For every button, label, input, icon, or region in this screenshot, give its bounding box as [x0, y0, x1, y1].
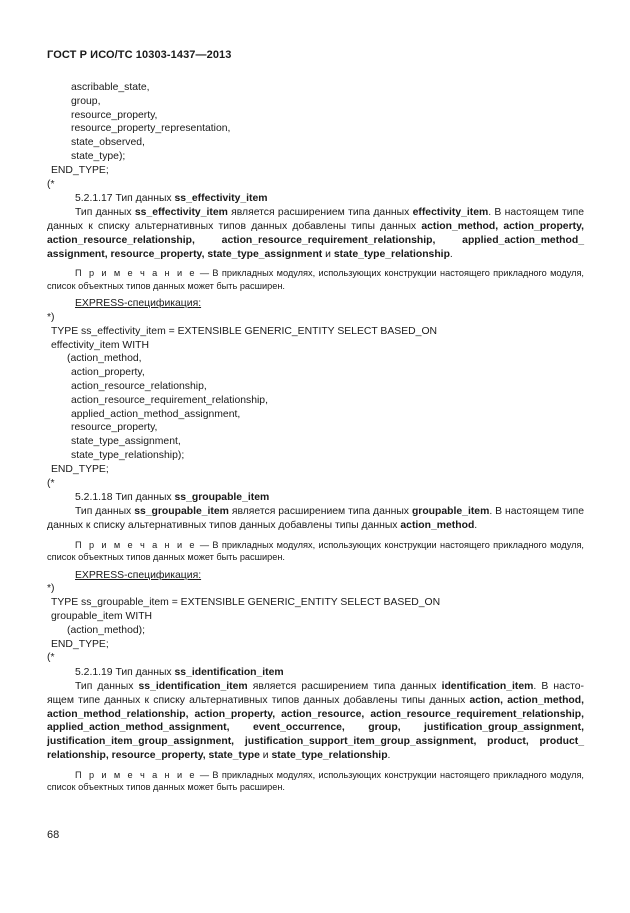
express-spec-label: EXPRESS-спецификация: [75, 569, 202, 581]
section-heading: 5.2.1.18 Тип данных ss_groupable_item [75, 492, 270, 504]
section-heading: 5.2.1.17 Тип данных ss_effectivity_item [75, 193, 268, 205]
code-line: action_resource_requirement_relationship, [71, 394, 268, 406]
comment-close: *) [47, 583, 55, 595]
code-line: ascribable_state, [71, 82, 150, 93]
code-line: TYPE ss_effectivity_item = EXTENSIBLE GENERIC_ENTITY SELECT BASED_ON [51, 325, 438, 337]
express-spec-label: EXPRESS-спецификация: [75, 298, 202, 310]
document-body [47, 81, 584, 798]
code-line: resource_property_representation, [71, 123, 231, 135]
code-line: effectivity_item WITH [51, 339, 149, 351]
code-line: TYPE ss_groupable_item = EXTENSIBLE GENERIC_ENTITY SELECT BASED_ON [51, 597, 441, 609]
code-line: groupable_item WITH [51, 610, 153, 622]
code-line: state_type_relationship); [71, 449, 185, 461]
document-header: ГОСТ Р ИСО/ТС 10303-1437—2013 [47, 49, 232, 61]
code-line: group, [71, 95, 101, 107]
section-paragraph: Тип данных ss_identification_item является расширением типа данных identification_item. В насто-ящем типе данных к списку альтернативных типов данных добавлены типы данных action, action_method, action_method_relationship, action_property, action_resource, action_resource_requirement_relationship, applied_action_method_assignment, event_occurrence, group, justification_group_assignment, justification_item_group_assignment, justification_support_item_group_assignment, product, product_ relationship, resource_property, state_type и state_type_relationship. [47, 680, 585, 761]
code-line: action_property, [71, 367, 145, 379]
code-line: (action_method, [67, 353, 142, 365]
section-heading: 5.2.1.19 Тип данных ss_identification_item [75, 667, 284, 679]
code-line: (action_method); [67, 624, 145, 636]
section-paragraph: Тип данных ss_groupable_item является расширением типа данных groupable_item. В настоящем типе данных к списку альтернативных типов данных добавлены типы данных action_method. [47, 506, 585, 531]
code-line: applied_action_method_assignment, [71, 408, 241, 420]
note: П р и м е ч а н и е — В прикладных модулях, использующих конструкции настоящего прикладного модуля, список объектных типов данных может быть расширен. [47, 539, 584, 563]
section-paragraph: Тип данных ss_effectivity_item является расширением типа данных effectivity_item. В настоящем типе данных к списку альтернативных типов данных добавлены типы данных action_method, action_property, action_resource_relationship, action_resource_requirement_relationship, applied_action_method_ assignment, resource_property, state_type_assignment и state_type_relationship. [47, 207, 584, 260]
code-line: resource_property, [71, 109, 158, 121]
code-line: resource_property, [71, 422, 158, 434]
comment-open: (* [47, 178, 55, 190]
code-line: END_TYPE; [51, 463, 109, 475]
comment-open: (* [47, 652, 55, 664]
code-line: state_type); [71, 150, 126, 162]
code-line: END_TYPE; [51, 164, 109, 176]
comment-open: (* [47, 477, 55, 489]
code-line: state_observed, [71, 137, 145, 149]
code-line: END_TYPE; [51, 638, 109, 650]
code-line: action_resource_relationship, [71, 380, 207, 392]
comment-close: *) [47, 311, 55, 323]
page-number: 68 [47, 829, 60, 841]
code-line: state_type_assignment, [71, 436, 181, 448]
note: П р и м е ч а н и е — В прикладных модулях, использующих конструкции настоящего прикладного модуля, список объектных типов данных может быть расширен. [47, 268, 584, 291]
note: П р и м е ч а н и е — В прикладных модулях, использующих конструкции настоящего прикладного модуля, список объектных типов данных может быть расширен. [47, 769, 584, 793]
